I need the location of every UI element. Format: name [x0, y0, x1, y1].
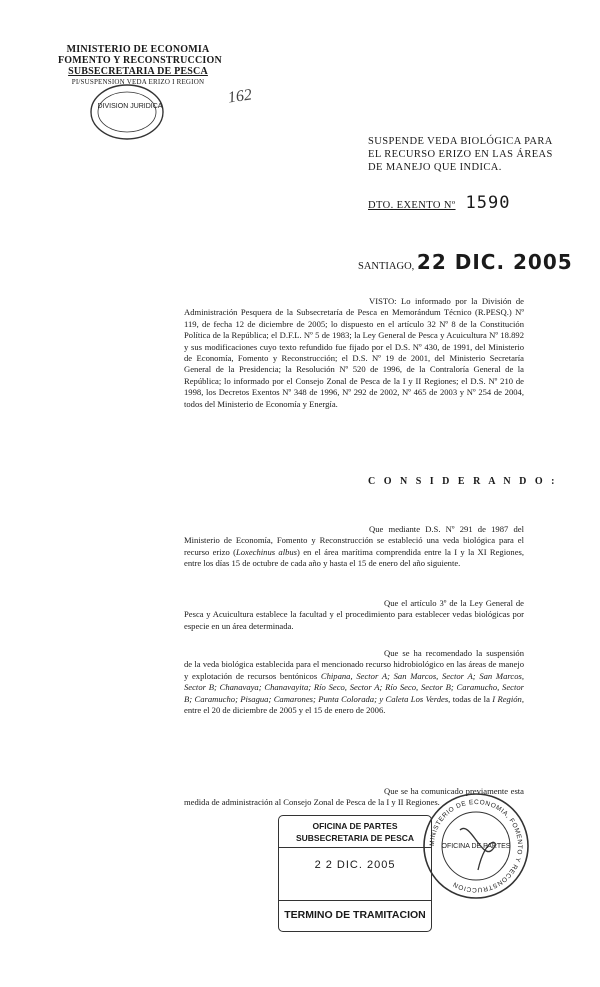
place-date — [358, 250, 573, 274]
decree-number-line — [368, 193, 510, 213]
decree-date: 22 DIC. 2005 — [416, 250, 573, 274]
stamp-divider — [279, 900, 431, 901]
considerando-heading: C O N S I D E R A N D O : — [368, 476, 558, 487]
decree-number: 1590 — [465, 193, 511, 213]
considerando-paragraph-1: Que mediante D.S. Nº 291 de 1987 del Ministerio de Economía, Fomento y Reconstrucción se estableció una veda biológica para el recurso erizo (Loxechinus albus) en el área marítima comprendida entre la I y la XI Regiones, entre los días 15 de octubre de cada año y hasta el 15 de enero del año siguiente. — [184, 524, 525, 569]
seal-ring-text: MINISTERIO DE ECONOMIA, FOMENTO Y RECONSTRUCCION — [428, 798, 524, 894]
handwritten-number: 162 — [226, 86, 253, 107]
reference-code: PI/SUSPENSION VEDA ERIZO I REGION — [71, 78, 205, 86]
stamp-divider — [279, 847, 431, 848]
oficina-partes-stamp — [278, 815, 432, 932]
decree-label: DTO. EXENTO Nº — [368, 200, 456, 211]
subject-line: DE MANEJO QUE INDICA. — [368, 162, 502, 173]
considerando-paragraph-2: Que el artículo 3º de la Ley General de Pesca y Acuicultura establece la facultad y el procedimiento para establecer vedas biológicas por especie en un área determinada. — [184, 598, 524, 631]
official-round-seal — [420, 790, 532, 902]
ministry-subtitle: FOMENTO Y RECONSTRUCCION — [58, 55, 222, 66]
visto-paragraph: VISTO: Lo informado por la División de Administración Pesquera de la Subsecretaría de Pesca en Memorándum Técnico (R.PESQ.) Nº 119, de fecha 12 de diciembre de 2005; lo dispuesto en el artículo 32 Nº 8 de la Constitución Política de la República; el D.F.L. Nº 5 de 1983; la Ley General de Pesca y Acuicultura Nº 18.892 y sus modificaciones cuyo texto refundido fue fijado por el D.S. Nº 430, de 1991, del Ministerio de Economía, Fomento y Reconstrucción; el D.S. Nº 19 de 2001, del Ministerio Secretaría General de la Presidencia; la Resolución Nº 520 de 1996, de la Contraloría General de la República; lo informado por el Consejo Zonal de Pesca de la I y II Regiones; el D.S. Nº 210 de 1998, los Decretos Exentos Nº 348 de 1996, Nº 292 de 2002, Nº 465 de 2003 y Nº 254 de 2004, todos del Ministerio de Economía y Energía. — [184, 296, 524, 409]
stamp-office-line: SUBSECRETARIA DE PESCA — [295, 833, 415, 843]
stamp-date: 2 2 DIC. 2005 — [314, 859, 396, 871]
region-name: I Región — [492, 693, 522, 704]
subject-line: SUSPENDE VEDA BIOLÓGICA PARA — [368, 136, 553, 147]
species-name: Loxechinus albus — [235, 546, 298, 557]
city: SANTIAGO, — [358, 261, 415, 272]
stamp-text: DIVISION JURIDICA — [97, 103, 163, 110]
subject-line: EL RECURSO ERIZO EN LAS ÁREAS — [368, 149, 553, 160]
division-juridica-stamp — [88, 82, 166, 142]
seal-center-text: OFICINA DE PARTES — [441, 843, 511, 850]
considerando-paragraph-4: Que se ha comunicado previamente esta medida de administración al Consejo Zonal de Pesca de la I y II Regiones. — [184, 786, 524, 808]
ministry-name: MINISTERIO DE ECONOMIA — [66, 44, 210, 55]
decree-subject — [368, 135, 568, 174]
management-areas: Chipana, Sector A; San Marcos, Sector A; San Marcos, Sector B; Chanavaya; Chanavayita; Río Seco, Sector A; Río Seco, Sector B; Caramucho, Sector B; Caramucho; Pisagua; Camarones; Punta Colorada; y Caleta Los Verdes — [184, 670, 524, 704]
considerando-paragraph-3: Que se ha recomendado la suspensión de la veda biológica establecida para el mencionado recurso hidrobiológico en las áreas de manejo y explotación de recursos bentónicos Chipana, Sector A; San Marcos, Sector A; San Marcos, Sector B; Chanavaya; Chanavayita; Río Seco, Sector A; Río Seco, Sector B; Caramucho, Sector B; Caramucho; Pisagua; Camarones; Punta Colorada; y Caleta Los Verdes, todas de la I Región, entre el 20 de diciembre de 2005 y el 15 de enero de 2006. — [184, 648, 524, 716]
stamp-termino: TERMINO DE TRAMITACION — [284, 909, 426, 921]
subsecretaria-name: SUBSECRETARIA DE PESCA — [68, 66, 208, 77]
stamp-office-line: OFICINA DE PARTES — [312, 821, 398, 831]
